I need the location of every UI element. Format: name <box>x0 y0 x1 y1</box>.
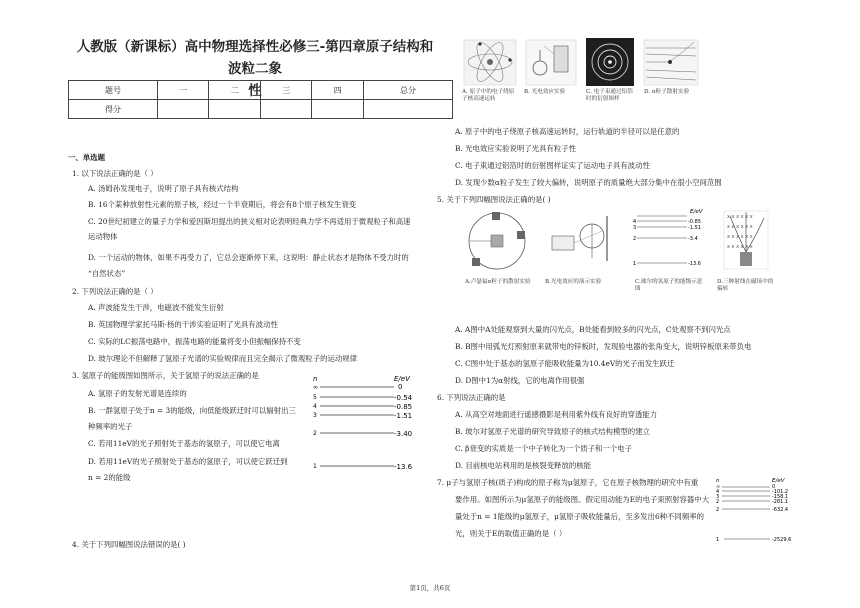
q1-option-a: A. 汤姆孙发现电子，说明了原子具有核式结构 <box>88 184 239 193</box>
q5-option-b: B. B图中用弧光灯照射原来就带电的锌板时，发现验电器的张角变大，说明锌板原来带负电 <box>455 342 752 351</box>
svg-text:4: 4 <box>313 403 317 410</box>
score-table <box>68 80 453 119</box>
q5-option-d: D. D图中1为α射线，它的电离作用很强 <box>455 376 585 385</box>
q5-caption-b: B.光电效应的演示实验 <box>545 279 602 285</box>
page-footer: 第1页，共6页 <box>409 584 451 592</box>
svg-text:∞: ∞ <box>313 384 318 391</box>
q1-stem: 1. 以下说法正确的是（ ） <box>72 169 158 178</box>
q4-option-d: D. 发现少数α粒子发生了较大偏转，说明原子的质量绝大部分集中在很小空间范围 <box>455 178 722 187</box>
q7-level-2a <box>716 499 788 505</box>
svg-text:2: 2 <box>313 430 317 437</box>
q7-e-header: E/eV <box>772 478 785 484</box>
score-header-cell: 题号 <box>69 81 158 100</box>
q2-option-c: C. 实际的LC振荡电路中，振荡电路的能量将变小但振幅保持不变 <box>88 337 301 346</box>
svg-text:-1.51: -1.51 <box>688 225 701 231</box>
score-cell[interactable] <box>260 100 312 119</box>
svg-text:-0.54: -0.54 <box>394 394 413 402</box>
q1-option-d: D. 一个运动的物体，如果不再受力了，它总会逐渐停下来，这说明：静止状态才是物体不受力时的 <box>88 253 409 262</box>
svg-text:-281.1: -281.1 <box>772 499 789 505</box>
q4-figure-d-alpha-scattering <box>644 40 698 85</box>
q6-option-b: B. 玻尔对氢原子光谱的研究导致原子的核式结构模型的建立 <box>455 427 650 436</box>
score-header-cell: 三 <box>260 81 312 100</box>
q1-option-c: C. 20世纪初建立的量子力学和爱因斯坦提出的狭义相对论表明经典力学不再适用于微观粒子和高速 <box>88 217 411 226</box>
svg-text:0: 0 <box>398 383 403 391</box>
score-cell[interactable] <box>157 100 209 119</box>
svg-text:x x x x x x: x x x x x x <box>727 234 753 240</box>
q4-option-b: B. 光电效应实验说明了光具有粒子性 <box>455 144 576 153</box>
svg-text:-13.6: -13.6 <box>688 261 701 267</box>
svg-text:x x x x x x: x x x x x x <box>727 224 753 230</box>
q1-option-d-cont: “自然状态” <box>88 269 126 278</box>
svg-text:3: 3 <box>313 412 317 419</box>
score-row-label: 得分 <box>69 100 158 119</box>
q2-option-a: A. 声波能发生干涉，电磁波不能发生衍射 <box>88 303 224 312</box>
q6-option-d: D. 目前核电站利用的是核裂变释放的核能 <box>455 461 592 470</box>
score-header-cell: 总分 <box>363 81 452 100</box>
q7-stem-line-4: 光，则关于E的取值正确的是（ ） <box>455 529 567 538</box>
q4-stem: 4. 关于下列四幅图说法错误的是( ) <box>72 540 186 549</box>
q5-caption-d: D.三种射线在磁场中的偏转 <box>717 279 774 292</box>
q3-level-inf <box>313 383 402 391</box>
q4-figure-c-diffraction <box>586 38 634 86</box>
q2-stem: 2. 下列说法正确的是（ ） <box>72 287 158 296</box>
svg-text:-13.6: -13.6 <box>394 463 413 471</box>
q5-stem: 5. 关于下列四幅图说法正确的是( ) <box>437 195 551 204</box>
q5-figure-strip <box>462 206 772 276</box>
q6-stem: 6. 下列说法正确的是 <box>437 393 506 402</box>
svg-text:5: 5 <box>313 394 317 401</box>
q3-energy-level-diagram <box>310 373 420 473</box>
q3-option-d-cont: n = 2的能级 <box>88 473 131 482</box>
q6-option-a: A. 从高空对地面进行遥感摄影是利用紫外线有良好的穿透能力 <box>455 410 658 419</box>
q3-option-c: C. 若用11eV的光子照射处于基态的氢原子，可以使它电离 <box>88 439 280 448</box>
q1-option-c-cont: 运动物体 <box>88 232 118 241</box>
q1-option-b: B. 16个某种放射性元素的原子核，经过一个半衰期后，将会有8个原子核发生衰变 <box>88 200 357 209</box>
q4-figure-b-photoelectric <box>526 40 576 85</box>
svg-text:1: 1 <box>716 537 720 543</box>
q4-caption-c: C. 电子束通过铝箔时的衍射图样 <box>586 89 633 102</box>
q3-e-header: E/eV <box>394 375 410 383</box>
q7-stem-line-1: 7. μ子与氢原子核(质子)构成的原子称为μ氢原子，它在原子核物理的研究中有重 <box>437 478 699 487</box>
q7-n-header: n <box>716 478 720 484</box>
score-header-cell: 四 <box>312 81 364 100</box>
section-heading: 一、单选题 <box>68 153 105 162</box>
score-table-header-row <box>69 81 453 100</box>
q4-option-c: C. 电子束通过铝箔时的衍射图样证实了运动电子具有波动性 <box>455 161 650 170</box>
svg-text:-101.2: -101.2 <box>772 489 789 495</box>
svg-text:2: 2 <box>633 236 637 242</box>
svg-text:-0.85: -0.85 <box>688 219 701 225</box>
score-cell[interactable] <box>363 100 452 119</box>
q6-option-c: C. β衰变的实质是一个中子转化为一个质子和一个电子 <box>455 444 632 453</box>
q5-figure-d-magnetic-field-rays <box>724 211 768 269</box>
svg-text:-2529.6: -2529.6 <box>772 537 792 543</box>
q7-stem-line-2: 要作用。如图所示为μ氢原子的能级图。假定用动能为E的电子束照射容器中大 <box>455 495 710 504</box>
score-header-cell: 二 <box>209 81 261 100</box>
svg-text:-632.4: -632.4 <box>772 507 789 513</box>
q7-stem-line-3: 量处于n = 1能级的μ氢原子，μ氢原子吸收能量后，至多发出6种不同频率的 <box>455 512 704 521</box>
q3-option-a: A. 氢原子的发射光谱是连续的 <box>88 389 187 398</box>
q5-option-a: A. A图中A处能观察到大量的闪光点，B处能看到较多的闪光点，C处观察不到闪光点 <box>455 325 731 334</box>
q5-figure-b-photoelectric-demo <box>552 216 607 261</box>
svg-text:x x x x x x: x x x x x x <box>727 214 753 220</box>
svg-text:-3.4: -3.4 <box>688 236 698 242</box>
q3-level-1 <box>313 463 413 471</box>
q4-figure-a-atom <box>464 39 516 85</box>
q7-level-2b <box>716 507 788 513</box>
q3-level-4 <box>313 403 412 411</box>
svg-text:1: 1 <box>313 463 317 470</box>
q4-option-a: A. 原子中的电子绕原子核高速运转时，运行轨道的半径可以是任意的 <box>455 127 680 136</box>
score-cell[interactable] <box>312 100 364 119</box>
svg-text:2: 2 <box>716 499 720 505</box>
score-header-cell: 一 <box>157 81 209 100</box>
svg-text:3: 3 <box>716 494 720 500</box>
q2-option-d: D. 玻尔理论不但解释了氢原子光谱的实验规律而且完全揭示了微观粒子的运动规律 <box>88 354 358 363</box>
q2-option-b: B. 英国物理学家托马斯·杨的干涉实验证明了光具有波动性 <box>88 320 278 329</box>
q4-caption-d: D. α粒子散射实验 <box>644 89 690 95</box>
q5-figure-a-alpha-scattering <box>469 212 525 269</box>
q3-stem: 3. 氢原子的能级图如图所示，关于氢原子的说法正确的是 <box>72 371 259 380</box>
q3-option-b-cont: 种频率的光子 <box>88 422 133 431</box>
q4-caption-a: A. 原子中的电子绕原子核高速运转 <box>462 89 515 102</box>
svg-text:0: 0 <box>772 484 776 490</box>
title-line-1: 人教版（新课标）高中物理选择性必修三-第四章原子结构和波粒二象 <box>76 39 434 77</box>
svg-text:1: 1 <box>633 261 637 267</box>
q5-caption-c: C.玻尔的氢原子的能级示意图 <box>635 279 703 292</box>
q5-option-c: C. C图中处于基态的氢原子能吸收能量为10.4eV的光子而发生跃迁 <box>455 359 675 368</box>
q3-level-3 <box>313 412 412 420</box>
q7-level-1 <box>716 537 791 543</box>
svg-text:-3.40: -3.40 <box>394 430 413 438</box>
svg-text:-0.85: -0.85 <box>394 403 413 411</box>
svg-text:∞: ∞ <box>716 484 721 490</box>
score-table-score-row <box>69 100 453 119</box>
q7-energy-level-diagram <box>712 476 804 548</box>
svg-text:-158.1: -158.1 <box>772 494 789 500</box>
svg-text:-1.51: -1.51 <box>394 412 413 420</box>
title-line-2: 性 <box>248 83 262 99</box>
score-cell[interactable] <box>209 100 261 119</box>
q3-option-d: D. 若用11eV的光子照射处于基态的氢原子，可以使它跃迁到 <box>88 457 288 466</box>
svg-text:3: 3 <box>633 225 637 231</box>
q4-caption-b: B. 光电效应实验 <box>524 89 566 95</box>
svg-text:4: 4 <box>716 489 720 495</box>
q3-n-header: n <box>313 375 318 383</box>
q5-caption-a: A.卢瑟福α粒子的散射实验 <box>465 279 531 285</box>
q7-level-inf <box>716 484 775 490</box>
svg-text:4: 4 <box>633 219 637 225</box>
q3-option-b: B. 一群氢原子处于n = 3的能级，向低能级跃迁时可以辐射出三 <box>88 406 296 415</box>
svg-text:2: 2 <box>716 507 720 513</box>
q3-level-5 <box>313 394 413 402</box>
q5-figure-c-energy-levels <box>633 209 704 267</box>
svg-text:x x x x x x: x x x x x x <box>727 244 753 250</box>
svg-text:E/eV: E/eV <box>690 209 703 215</box>
q3-level-2 <box>313 430 412 438</box>
